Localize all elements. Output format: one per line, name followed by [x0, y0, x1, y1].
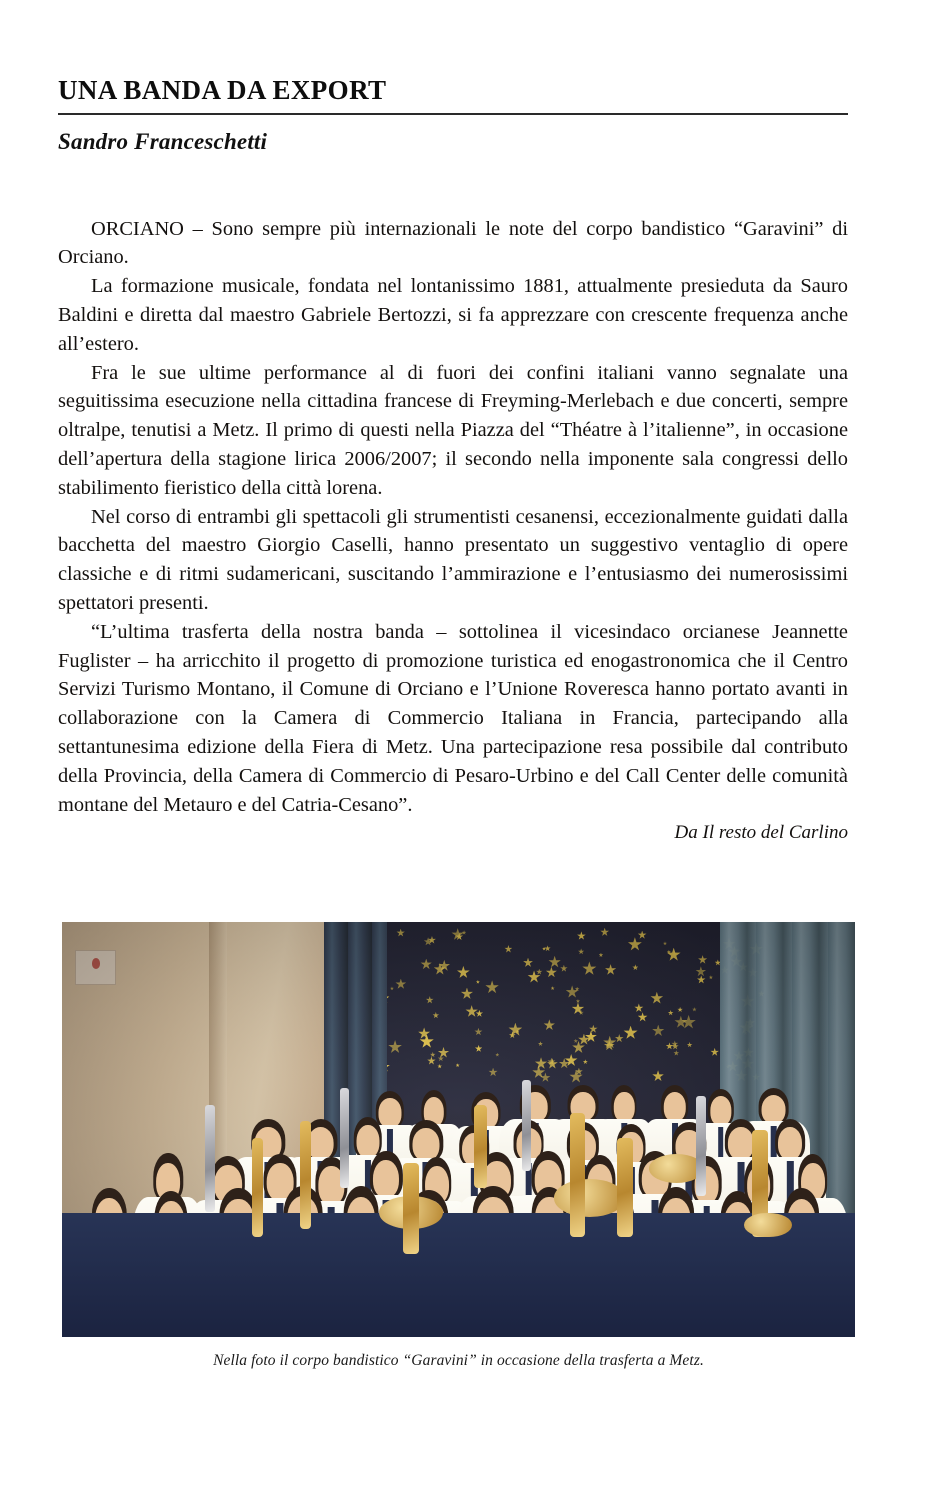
star-icon [600, 928, 609, 937]
instrument-woodwind [205, 1105, 215, 1213]
star-icon [560, 965, 568, 973]
star-icon [573, 1039, 578, 1044]
star-icon [572, 1002, 585, 1015]
member-face [614, 1092, 634, 1122]
star-icon [583, 1059, 588, 1064]
star-icon [437, 1064, 442, 1069]
star-icon [666, 1042, 674, 1050]
star-icon [672, 1043, 679, 1050]
star-icon [698, 955, 707, 964]
star-icon [461, 988, 474, 1001]
star-icon [599, 953, 604, 958]
instrument-bell [554, 1179, 625, 1216]
instrument-body [570, 1113, 586, 1238]
star-icon [677, 1007, 683, 1013]
star-icon [535, 1057, 548, 1070]
title-divider [58, 113, 848, 115]
article-content [58, 76, 848, 848]
paragraph: Fra le sue ultime performance al di fuori dei confini italiani vanno segnalate una seguitissima esecuzione nella cittadina francese di Freyming-Merlebach e due concerti, sempre oltralpe, tenutisi a Metz. Il primo di questi nella Piazza del “Théatre à l’italienne”, in occasione dell’apertura della stagione lirica 2006/2007; il secondo nella imponente sala congressi dello stabilimento fieristico della città lorena. [58, 361, 848, 499]
star-icon [638, 1012, 648, 1022]
star-icon [456, 1063, 460, 1067]
member-trousers [62, 1213, 855, 1338]
paragraph: “L’ultima trasferta della nostra banda – sottolinea il vicesindaco orcianese Jeannette Fuglister – ha arricchito il progetto di promozione turistica ed enogastronomica che il Centro Servizi Turismo Montano, il Comune di Orciano e l’Unione Roveresca hanno portato avanti in collaborazione con la Camera di Commercio Italiana in Francia, partecipando alla settantunesima edizione della Fiera di Metz. Una partecipazione resa possibile dal contributo della Provincia, della Camera di Commercio di Pesaro-Urbino e del Call Center delle comunità montane del Metauro e del Catria-Cesano”. [58, 620, 848, 816]
instrument-body [300, 1121, 311, 1229]
star-icon [652, 1025, 665, 1038]
instrument-body [617, 1138, 633, 1238]
star-icon [426, 996, 434, 1004]
star-icon [634, 1003, 643, 1012]
star-icon [418, 1027, 430, 1039]
photo-scene [62, 922, 855, 1337]
star-icon [485, 980, 499, 994]
star-icon [543, 1019, 555, 1031]
star-icon [668, 1010, 674, 1016]
instrument-woodwind [696, 1096, 706, 1196]
article-body [58, 215, 848, 849]
star-icon [438, 1055, 444, 1061]
star-icon [388, 1040, 402, 1054]
star-icon [540, 1072, 550, 1082]
star-icon [673, 1050, 679, 1056]
star-icon [548, 956, 561, 969]
star-icon [709, 975, 713, 979]
star-icon [692, 1007, 697, 1012]
star-icon [488, 1068, 497, 1077]
paragraph: La formazione musicale, fondata nel lontanissimo 1881, attualmente presieduta da Sauro Baldini e diretta dal maestro Gabriele Bertozzi, si fa apprezzare con crescente frequenza anche all’estero. [58, 275, 848, 355]
star-icon [495, 1053, 499, 1057]
star-icon [577, 931, 586, 940]
star-icon [476, 980, 480, 984]
source-attribution: Da Il resto del Carlino [674, 822, 848, 844]
star-icon [623, 1026, 638, 1041]
star-icon [569, 1070, 583, 1084]
star-icon [572, 1041, 585, 1054]
star-icon [589, 1025, 598, 1034]
star-icon [565, 1054, 578, 1067]
star-icon [697, 975, 706, 984]
star-icon [687, 1042, 693, 1048]
star-icon [474, 1028, 482, 1036]
star-icon [578, 948, 584, 954]
star-icon [628, 937, 642, 951]
star-icon [710, 1048, 719, 1057]
wall-sign [75, 950, 116, 986]
star-icon [546, 967, 557, 978]
instrument-body [403, 1163, 419, 1254]
instrument-body [474, 1105, 487, 1188]
star-icon [475, 1045, 483, 1053]
star-icon [542, 947, 546, 951]
page-title: UNA BANDA DA EXPORT [58, 75, 387, 105]
star-icon [638, 931, 647, 940]
star-icon [476, 1010, 484, 1018]
star-icon [427, 1057, 436, 1066]
star-icon [432, 1012, 439, 1019]
star-icon [551, 986, 555, 990]
star-icon [605, 964, 617, 976]
paragraph: Nel corso di entrambi gli spettacoli gli strumentisti cesanensi, eccezionalmente guidati dalla bacchetta del maestro Giorgio Caselli, hanno presentato un suggestivo ventaglio di opere classiche e di ritmi sudamericani, suscitando l’ammirazione e l’entusiasmo dei numerosissimi spettatori presenti. [58, 505, 848, 615]
star-icon [390, 986, 394, 990]
star-icon [652, 1070, 664, 1082]
star-icon [536, 969, 543, 976]
star-icon [438, 1047, 450, 1059]
star-icon [667, 948, 681, 962]
star-icon [566, 985, 579, 998]
author-byline: Sandro Franceschetti [58, 128, 268, 154]
member-face [728, 1127, 754, 1160]
star-icon [538, 1041, 543, 1046]
photo-caption: Nella foto il corpo bandistico “Garavini” in occasione della trasferta a Metz. [213, 1352, 704, 1369]
star-icon [457, 966, 470, 979]
star-icon [632, 964, 638, 970]
star-icon [615, 1034, 624, 1043]
star-icon [465, 1005, 478, 1018]
article-photo [62, 922, 855, 1337]
star-icon [523, 958, 533, 968]
star-icon [396, 929, 405, 938]
instrument-bell [744, 1213, 792, 1238]
star-icon [395, 979, 406, 990]
instrument-woodwind [522, 1080, 532, 1171]
paragraph: ORCIANO – Sono sempre più internazionali le note del corpo bandistico “Garavini” di Orciano. [58, 217, 848, 269]
star-icon [504, 945, 512, 953]
sign-emblem-icon [92, 958, 101, 969]
star-icon [430, 1052, 436, 1058]
star-icon [420, 959, 432, 971]
instrument-body [252, 1138, 263, 1238]
star-icon [663, 941, 667, 945]
star-icon [695, 966, 706, 977]
star-icon [650, 992, 663, 1005]
instrument-woodwind [340, 1088, 350, 1188]
member-face [663, 1092, 685, 1122]
star-icon [582, 961, 597, 976]
